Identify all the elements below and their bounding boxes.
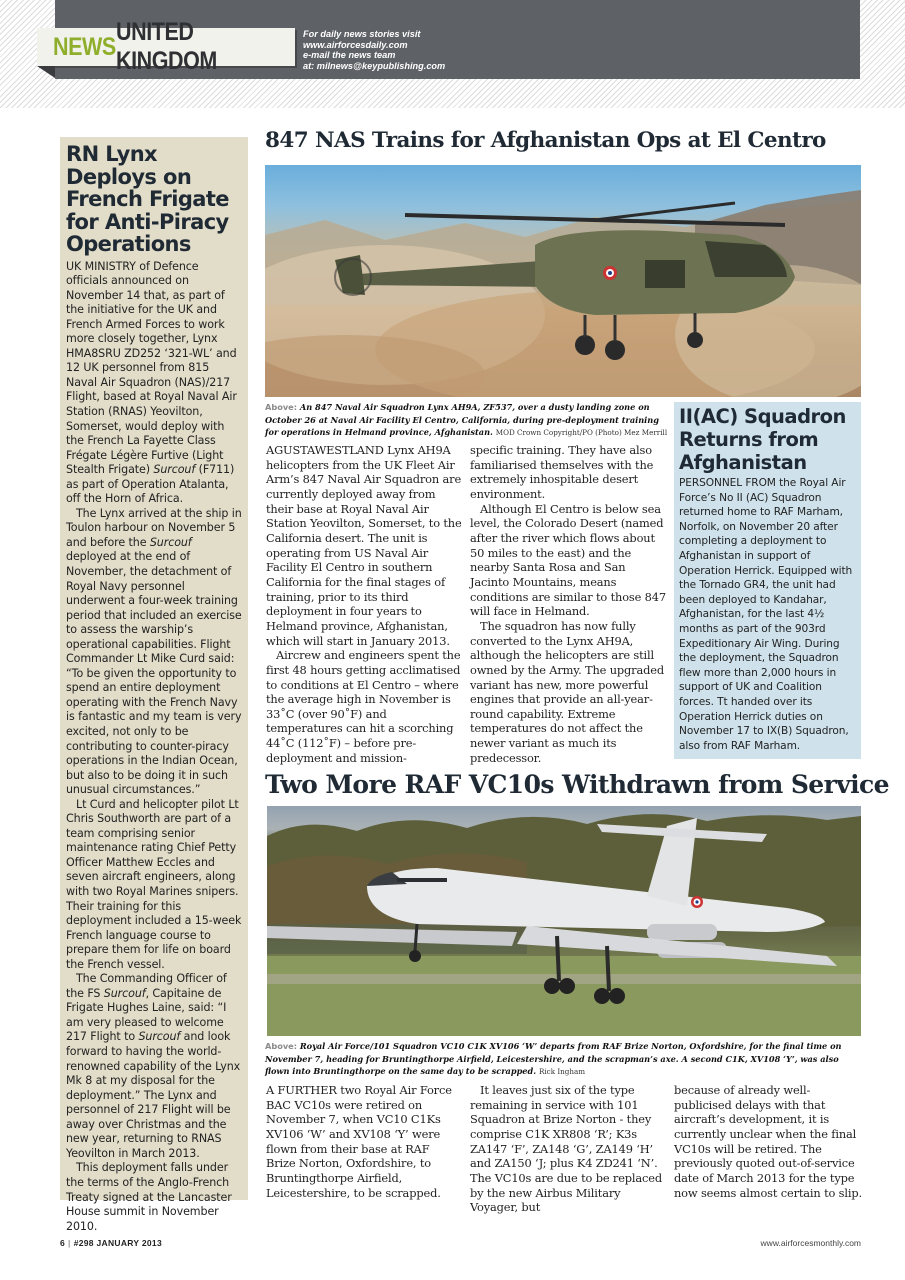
text-run: UK MINISTRY of Defence officials announced on November 14 that, as part of the initiative for the UK and French Armed Forces to work more closely together, Lynx HMA8SRU ZD252 ‘321-WL’ and 12 UK personnel from 815 Naval Air Squadron (NAS)/217 Flight, based at Royal Naval Air Station (RNAS) Yeovilton, Somerset, would deploy with the French La Fayette Class Frégate Légère Furtive (Light Stealth Frigate): [66, 259, 237, 477]
photo-credit: Rick Ingham: [538, 1067, 586, 1076]
paragraph: Although El Centro is below sea level, the Colorado Desert (named after the river which flows about 50 miles to the east) and the nearby Santa Rosa and San Jacinto Mountains, means conditions are similar to those 847 will face in Helmand.: [470, 501, 666, 619]
issue-label: #298 JANUARY 2013: [73, 1238, 162, 1248]
article2-column-2: [470, 1083, 666, 1215]
ii-ac-title: II(AC) Squadron Returns from Afghanistan: [679, 405, 846, 474]
article2-title: Two More RAF VC10s Withdrawn from Service: [265, 770, 889, 799]
ship-name: Surcouf: [103, 986, 146, 1000]
paragraph: The squadron has now fully converted to the Lynx AH9A, although the helicopters are still owned by the Army. The upgraded variant has new, more powerful engines that provide an all-year-round capability. Extreme temperatures do not affect the newer variant as much its predecessor.: [470, 618, 664, 765]
article1-column-1: [266, 443, 464, 765]
caption-text: Royal Air Force/101 Squadron VC10 C1K XV106 ‘W’ departs from RAF Brize Norton, Oxfordshire, for the final time on November 7, heading for Bruntingthorpe Airfield, Leicestershire, and the scrapman’s axe. A second C1K, XV108 ‘Y’, was also flown into Bruntingthorpe on the same day to be scrapped.: [265, 1041, 842, 1076]
ship-name: Surcouf: [138, 1030, 181, 1044]
caption-label: Above:: [265, 1041, 297, 1051]
ship-name: Surcouf: [149, 535, 192, 549]
vc10-photo: [267, 806, 861, 1036]
photo-credit: MOD Crown Copyright/PO (Photo) Mez Merrill: [495, 428, 668, 437]
text-run: (F711) as part of Operation Atalanta, off the Horn of Africa.: [66, 463, 235, 506]
paragraph: Aircrew and engineers spent the first 48 hours getting acclimatised to conditions at El Centro – where the average high in November is 33˚C (over 90˚F) and temperatures can hit a scorching 44˚C (112˚F) – before pre-deployment and mission-: [266, 648, 461, 765]
caption-text: An 847 Naval Air Squadron Lynx AH9A, ZF537, over a dusty landing zone on October 26 at Naval Air Facility El Centro, California, during pre-deployment training for operations in Helmand province, Afghanistan.: [265, 402, 659, 437]
sidebar-paragraph: [66, 260, 243, 507]
paragraph: because of already well-publicised delays with that aircraft’s development, it is currently unclear when the final VC10s will be retired. The previously quoted out-of-service date of March 2013 for the type now seems almost certain to slip.: [674, 1083, 862, 1200]
paragraph: specific training. They have also familiarised themselves with the extremely inhospitable desert environment.: [470, 443, 654, 501]
text-run: , Capitaine de Frigate Hughes Laine, said: “I am very pleased to welcome 217 Flight to: [66, 986, 227, 1044]
section-badge: [37, 18, 295, 75]
section-label-country: UNITED KINGDOM: [116, 18, 217, 75]
header-info-line: For daily news stories visit: [303, 29, 421, 39]
sidebar-body: [66, 260, 243, 1235]
caption-label: Above:: [265, 402, 297, 412]
sidebar-article-ii-ac-squadron: [674, 402, 861, 759]
header-contact-info: [303, 29, 445, 71]
ship-name: Surcouf: [153, 463, 196, 477]
text-run: This deployment falls under the terms of the Anglo-French Treaty signed at the Lancaster House summit in November 2010.: [66, 1161, 232, 1233]
footer-divider: |: [68, 1238, 71, 1248]
footer-website[interactable]: www.airforcesmonthly.com: [760, 1238, 861, 1248]
helicopter-photo-caption: [265, 401, 670, 440]
sidebar-paragraph: [66, 972, 243, 1161]
text-run: Lt Curd and helicopter pilot Lt Chris Southworth are part of a team comprising senior maintenance rating Chief Petty Officer Matthew Eccles and seven aircraft engineers, along with two Royal Marines snipers. Their training for this deployment included a 15-week French language course to prepare them for life on board the French vessel.: [66, 797, 242, 971]
text-run: and look forward to having the world-renowned capability of the Lynx Mk 8 at my disposal for the deployment.” The Lynx and personnel of 217 Flight will be away over Christmas and the new year, returning to RNAS Yeovilton in March 2013.: [66, 1030, 241, 1160]
sidebar-article-rn-lynx: [60, 137, 248, 1233]
sidebar-paragraph: [66, 798, 243, 973]
paragraph: A FURTHER two Royal Air Force BAC VC10s were retired on November 7, when VC10 C1Ks XV106 ‘W’ and XV108 ‘Y’ were flown from their base at RAF Brize Norton, Oxfordshire, to Bruntingthorpe Airfield, Leicestershire, to be scrapped.: [266, 1083, 452, 1200]
sidebar-paragraph: [66, 1161, 243, 1234]
article1-title: 847 NAS Trains for Afghanistan Ops at El Centro: [265, 128, 826, 153]
sidebar-title: RN Lynx Deploys on French Frigate for Anti-Piracy Operations: [66, 142, 229, 256]
badge-fold-decoration: [37, 66, 55, 78]
sidebar-paragraph: [66, 507, 243, 798]
header-info-website[interactable]: www.airforcesdaily.com: [303, 39, 408, 50]
paragraph: AGUSTAWESTLAND Lynx AH9A helicopters from the UK Fleet Air Arm’s 847 Naval Air Squadron are currently deployed away from their base at Royal Naval Air Station Yeovilton, Somerset, to the California desert. The unit is operating from US Naval Air Facility El Centro in southern California for the final stages of training, prior to its third deployment in four years to Helmand province, Afghanistan, which will start in January 2013.: [266, 443, 462, 648]
text-run: The Commanding Officer of the FS: [66, 972, 227, 1000]
paragraph: It leaves just six of the type remaining in service with 101 Squadron at Brize Norton - they comprise C1K XR808 ‘R’; K3s ZA147 ‘F’, ZA148 ‘G’, ZA149 ‘H’ and ZA150 ‘J; plus K4 ZD241 ‘N’. The VC10s are due to be replaced by the new Airbus Military Voyager, but: [470, 1083, 663, 1215]
helicopter-photo: [265, 165, 861, 397]
vc10-photo-caption: [265, 1040, 861, 1079]
ii-ac-body: PERSONNEL FROM the Royal Air Force’s No II (AC) Squadron returned home to RAF Marham, Norfolk, on November 20 after completing a deployment to Afghanistan in support of Operation Herrick. Equipped with the Tornado GR4, the unit had been deployed to Kandahar, Afghanistan, for the last 4½ months as part of the 903rd Expeditionary Air Wing. During the deployment, the Squadron flew more than 2,000 hours in support of UK and Coalition forces. Tt handed over its Operation Herrick duties on November 17 to IX(B) Squadron, also from RAF Marham.: [679, 477, 853, 752]
article1-column-2: [470, 443, 668, 765]
page-number: 6: [60, 1238, 66, 1248]
article2-column-3: [674, 1083, 866, 1200]
section-label-news: NEWS: [53, 32, 116, 61]
article2-column-1: [266, 1083, 460, 1200]
header-info-line: e-mail the news team: [303, 50, 396, 60]
header-info-email[interactable]: at: milnews@keypublishing.com: [303, 60, 446, 71]
footer-folio: [60, 1238, 162, 1248]
text-run: deployed at the end of November, the detachment of Royal Navy personnel underwent a four-week training period that included an exercise to assess the warship’s operational capabilities. Flight Commander Lt Mike Curd said: “To be given the opportunity to spend an entire deployment operating with the French Navy is fantastic and my team is very excited, not only to be contributing to counter-piracy operations in the Indian Ocean, but also to be doing it in such unusual circumstances.”: [66, 550, 242, 797]
text-run: The Lynx arrived at the ship in Toulon harbour on November 5 and before the: [66, 506, 242, 549]
